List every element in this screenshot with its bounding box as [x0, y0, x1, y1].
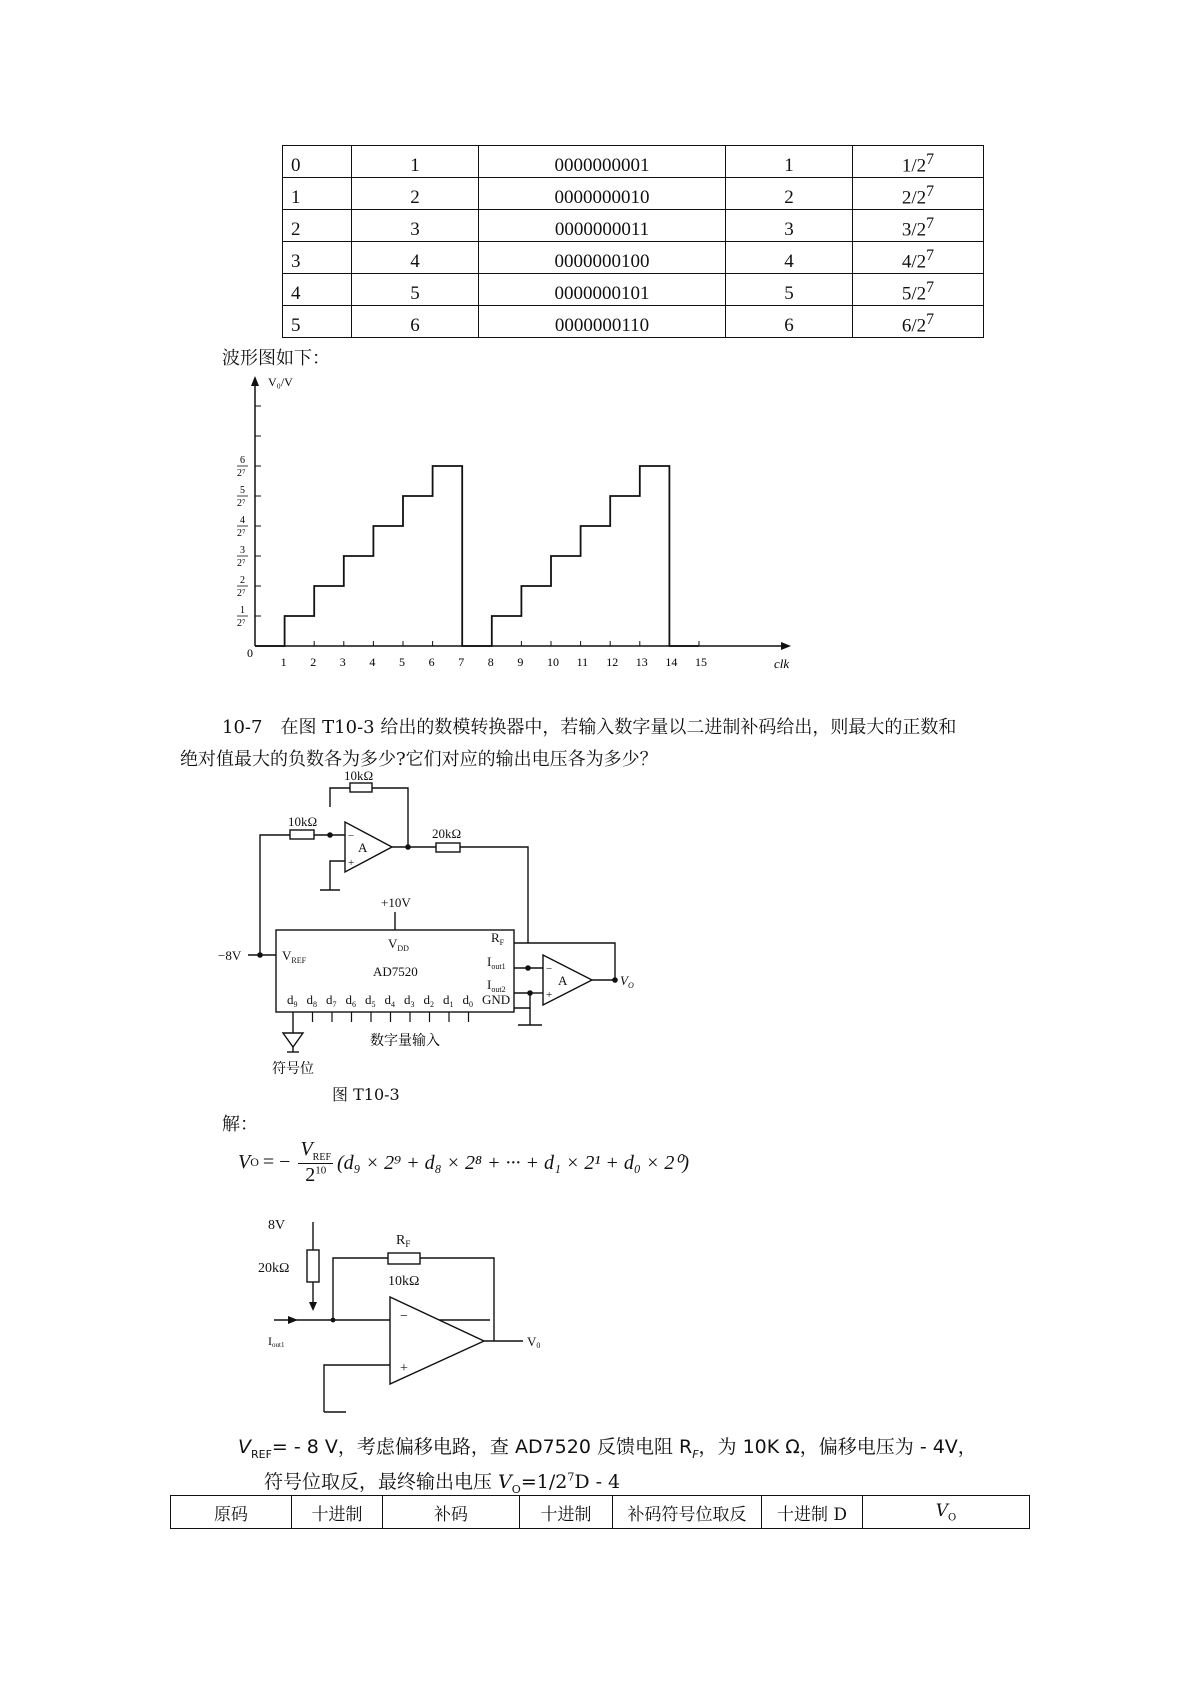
formula-fraction: $V_{REF}$ $2^{10}$ [300, 1137, 332, 1186]
table-cell: 6 [352, 306, 479, 338]
header-cell: $V_O$ [863, 1496, 1030, 1529]
opamp-minus: − [400, 1309, 408, 1324]
table-cell: 5 [283, 306, 352, 338]
table-cell: 4 [726, 242, 853, 274]
table-cell: 0000000010 [479, 178, 726, 210]
x-tick-label: 13 [635, 655, 648, 669]
x-tick-label: 3 [339, 655, 346, 669]
waveform-caption: 波形图如下： [222, 348, 330, 369]
chip-name: AD7520 [373, 964, 418, 979]
table-cell: $4/2^7$ [853, 242, 984, 274]
resistor-20k-source [307, 1250, 319, 1282]
pin-label: $d_0$ [462, 992, 473, 1009]
x-tick-label: 7 [458, 655, 465, 669]
y-tick-label-denominator: 2⁷ [237, 558, 246, 569]
formula-body: (d₉ × 2⁹ + d₈ × 2⁸ + ··· + d₁ × 2¹ + d₀ × 2⁰) [337, 1151, 690, 1174]
table-cell: 0000000110 [479, 306, 726, 338]
wire [324, 1365, 390, 1412]
iout1-label: Iout1 [268, 1334, 285, 1349]
table-cell: 0000000011 [479, 210, 726, 242]
y-tick-label-numerator: 6 [240, 455, 245, 466]
y-tick-label-numerator: 2 [240, 575, 245, 586]
y-tick-label-denominator: 2⁷ [237, 468, 246, 479]
y-tick-label-numerator: 4 [240, 515, 245, 526]
vdd-supply-label: +10V [381, 895, 411, 910]
table-cell: 1 [726, 146, 853, 178]
table-cell: 5 [352, 274, 479, 306]
x-tick-label: 2 [310, 655, 317, 669]
table-cell: 4 [352, 242, 479, 274]
iout2-pin-label: $I_{out2}$ [487, 977, 506, 994]
table-header-row [171, 1496, 1030, 1529]
formula-equals: = − [262, 1150, 291, 1173]
junction-dot [331, 1318, 336, 1323]
y-tick-label-denominator: 2⁷ [237, 588, 246, 599]
table-cell: 5 [726, 274, 853, 306]
y-tick-label-numerator: 1 [240, 605, 245, 616]
pin-label: $d_3$ [404, 992, 415, 1009]
arrow-down-icon [309, 1302, 317, 1311]
x-tick-label: 4 [369, 655, 376, 669]
table-cell: $5/2^7$ [853, 274, 984, 306]
result-table [170, 1495, 1030, 1529]
x-tick-label: 9 [517, 655, 524, 669]
r-source-label: 20kΩ [258, 1261, 290, 1276]
table-cell: $3/2^7$ [853, 210, 984, 242]
vdd-pin-label: $V_{DD}$ [388, 936, 409, 953]
table-cell: $2/2^7$ [853, 178, 984, 210]
arrow-right-icon [288, 1316, 298, 1324]
header-cell: 补码符号位取反 [613, 1496, 762, 1529]
table-cell: 0000000001 [479, 146, 726, 178]
x-tick-label: 0 [247, 646, 253, 660]
source-8v-label: 8V [268, 1218, 286, 1233]
x-tick-label: 14 [665, 655, 678, 669]
opamp-plus: + [348, 857, 355, 869]
question-line-1: 10-7 在图 T10-3 给出的数模转换器中，若输入数字量以二进制补码给出，则最大的正数和 [222, 717, 957, 738]
header-cell: 十进制 [292, 1496, 383, 1529]
figure-caption: 图 T10-3 [332, 1085, 400, 1104]
pin-label: $d_9$ [287, 992, 298, 1009]
table-cell: 3 [283, 242, 352, 274]
explanation-line-2: 符号位取反，最终输出电压 $V_O=1/2^7D - 4$ [264, 1470, 621, 1496]
header-cell: 十进制 [520, 1496, 613, 1529]
x-tick-label: 15 [695, 655, 707, 669]
pin-label: $d_4$ [384, 992, 395, 1009]
pin-label: $d_5$ [365, 992, 376, 1009]
y-axis-label: V₀/V [268, 375, 293, 389]
vref-pin-label: $V_{REF}$ [282, 948, 307, 965]
pin-label: $d_1$ [443, 992, 454, 1009]
table-cell: 6 [726, 306, 853, 338]
header-cell: 补码 [383, 1496, 520, 1529]
y-tick-label-denominator: 2⁷ [237, 528, 246, 539]
table-cell: 2 [283, 210, 352, 242]
question-line-2: 绝对值最大的负数各为多少?它们对应的输出电压各为多少？ [180, 749, 658, 770]
opamp-minus: − [348, 830, 355, 842]
y-tick-label-denominator: 2⁷ [237, 498, 246, 509]
explanation-line-1: $V_{REF}= - 8$ V，考虑偏移电路，查 AD7520 反馈电阻 $R_F$，为 10K Ω，偏移电压为 - 4V， [238, 1436, 977, 1461]
vo-label: $V_O$ [620, 973, 634, 990]
table-cell: 1 [283, 178, 352, 210]
rf-value-label: 10kΩ [388, 1274, 420, 1289]
opamp-a1-label: A [358, 840, 368, 855]
vo-label: V0 [527, 1334, 541, 1350]
digital-input-label: 数字量输入 [370, 1034, 440, 1049]
gnd-pin-label: GND [482, 992, 511, 1007]
table-cell: 3 [352, 210, 479, 242]
table-cell: 0000000101 [479, 274, 726, 306]
x-tick-label: 8 [487, 655, 494, 669]
header-cell: 原码 [171, 1496, 292, 1529]
x-tick-label: 5 [399, 655, 405, 669]
y-tick-label-numerator: 5 [240, 485, 245, 496]
opamp-minus: − [546, 963, 553, 975]
pin-label: $d_2$ [423, 992, 434, 1009]
table-cell: 2 [352, 178, 479, 210]
x-tick-label: 12 [606, 655, 619, 669]
vref-input-label: −8V [218, 948, 242, 963]
solution-label: 解： [222, 1114, 258, 1135]
x-tick-label: 11 [576, 655, 589, 669]
pin-label: $d_7$ [326, 992, 337, 1009]
rf-label: $R_F$ [396, 1233, 411, 1249]
label-r-feedback: 10kΩ [344, 768, 374, 783]
pin-label: $d_8$ [306, 992, 317, 1009]
table-cell: 2 [726, 178, 853, 210]
sign-bit-label: 符号位 [272, 1062, 314, 1077]
table-cell: $6/2^7$ [853, 306, 984, 338]
y-tick-label-denominator: 2⁷ [237, 618, 246, 629]
table-cell: 0 [283, 146, 352, 178]
iout1-pin-label: $I_{out1}$ [487, 954, 506, 971]
x-tick-label: 10 [547, 655, 559, 669]
opamp-plus: + [546, 989, 553, 1001]
header-cell: 十进制 D [762, 1496, 863, 1529]
rf-pin-label: $R_F$ [491, 930, 505, 947]
table-cell: 3 [726, 210, 853, 242]
wire [333, 1258, 388, 1320]
label-r-20k: 20kΩ [432, 826, 462, 841]
table-cell: $1/2^7$ [853, 146, 984, 178]
table-cell: 4 [283, 274, 352, 306]
y-tick-label-numerator: 3 [240, 545, 245, 556]
label-r-input: 10kΩ [288, 814, 318, 829]
x-tick-label: 6 [428, 655, 435, 669]
formula-lhs-sub: O [250, 1154, 259, 1169]
table-cell: 1 [352, 146, 479, 178]
opamp-a2-label: A [558, 973, 568, 988]
formula-lhs: V [238, 1150, 251, 1173]
x-tick-label: 1 [280, 655, 287, 669]
opamp-plus: + [400, 1361, 408, 1376]
x-axis-label: clk [774, 656, 790, 671]
table-cell: 0000000100 [479, 242, 726, 274]
pin-label: $d_6$ [345, 992, 356, 1009]
resistor-rf-10k [388, 1253, 420, 1264]
